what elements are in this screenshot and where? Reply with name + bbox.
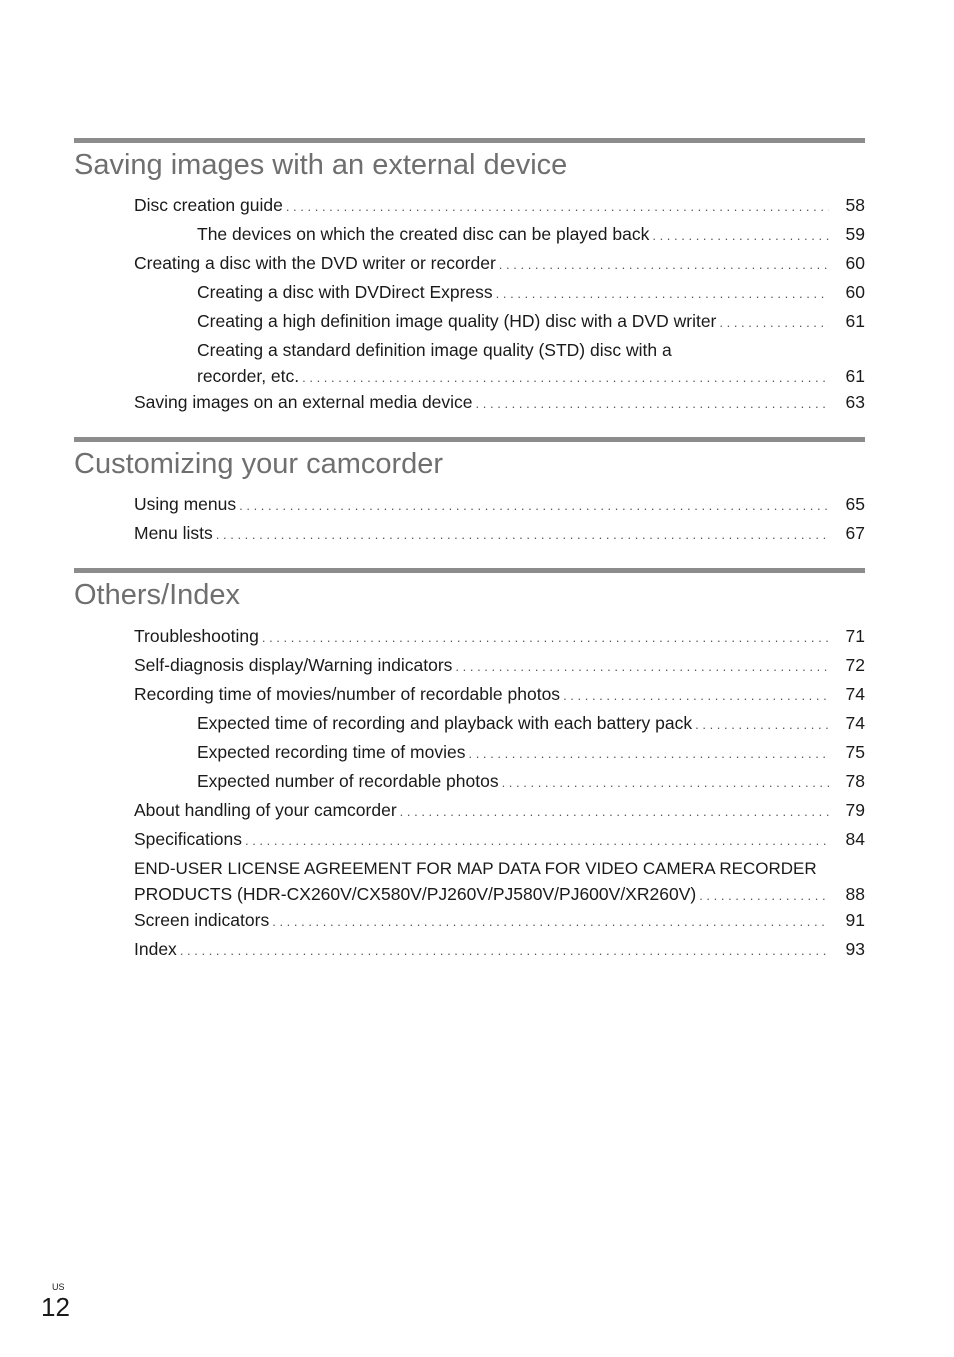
dot-leader bbox=[216, 520, 829, 549]
toc-page-number: 74 bbox=[845, 684, 865, 704]
dot-leader bbox=[476, 389, 829, 418]
toc-page-number: 59 bbox=[845, 224, 865, 244]
toc-entry[interactable] bbox=[134, 906, 865, 935]
dot-leader bbox=[272, 907, 829, 936]
toc-entry-label: About handling of your camcorder bbox=[134, 800, 397, 820]
toc-entry-label: Saving images on an external media device bbox=[134, 392, 473, 412]
toc-entry-label: Screen indicators bbox=[134, 910, 270, 930]
toc-entry-label-line2: PRODUCTS (HDR-CX260V/CX580V/PJ260V/PJ580V/PJ600V/XR260V) bbox=[134, 884, 697, 904]
toc-entry[interactable] bbox=[134, 249, 865, 278]
toc-page-number: 71 bbox=[845, 626, 865, 646]
toc-entry[interactable] bbox=[134, 622, 865, 651]
toc-list bbox=[74, 490, 865, 548]
toc-entry[interactable] bbox=[134, 490, 865, 519]
toc-entry-label: Menu lists bbox=[134, 523, 213, 543]
toc-entry[interactable] bbox=[197, 738, 865, 767]
toc-page-number: 74 bbox=[845, 713, 865, 733]
dot-leader bbox=[719, 308, 829, 337]
footer-page-number: 12 bbox=[41, 1292, 70, 1322]
dot-leader bbox=[695, 710, 829, 739]
dot-leader bbox=[699, 884, 829, 907]
toc-entry-label: Self-diagnosis display/Warning indicators bbox=[134, 655, 453, 675]
toc-page-number: 65 bbox=[845, 494, 865, 514]
toc-page-number: 75 bbox=[845, 742, 865, 762]
toc-entry-label: Creating a high definition image quality (HD) disc with a DVD writer bbox=[197, 311, 717, 331]
dot-leader bbox=[468, 739, 829, 768]
toc-entry-label-line2: recorder, etc. bbox=[197, 366, 300, 386]
toc-entry-label-line1: Creating a standard definition image quality (STD) disc with a bbox=[197, 340, 672, 360]
toc-page-number: 88 bbox=[845, 884, 865, 904]
toc-page-number: 61 bbox=[845, 366, 865, 386]
page-footer bbox=[41, 1282, 70, 1322]
toc-list bbox=[74, 191, 865, 417]
dot-leader bbox=[563, 681, 829, 710]
toc-page-number: 67 bbox=[845, 523, 865, 543]
toc-list bbox=[74, 622, 865, 964]
toc-entry-label: Disc creation guide bbox=[134, 195, 283, 215]
toc-entry[interactable] bbox=[134, 519, 865, 548]
toc-page-number: 84 bbox=[845, 829, 865, 849]
dot-leader bbox=[180, 936, 829, 965]
toc-entry-label: Index bbox=[134, 939, 177, 959]
toc-entry-label: Expected recording time of movies bbox=[197, 742, 466, 762]
section-title: Others/Index bbox=[74, 579, 241, 611]
toc-entry-label: Creating a disc with the DVD writer or recorder bbox=[134, 253, 496, 273]
toc-entry[interactable] bbox=[134, 935, 865, 964]
toc-entry-label: Troubleshooting bbox=[134, 626, 259, 646]
toc-page-number: 60 bbox=[845, 282, 865, 302]
toc-entry-label: Expected number of recordable photos bbox=[197, 771, 499, 791]
toc-entry-label: Creating a disc with DVDirect Express bbox=[197, 282, 493, 302]
toc-entry[interactable] bbox=[197, 767, 865, 796]
toc-entry-label: Expected time of recording and playback with each battery pack bbox=[197, 713, 693, 733]
dot-leader bbox=[262, 623, 829, 652]
toc-entry-label-line1: END-USER LICENSE AGREEMENT FOR MAP DATA FOR VIDEO CAMERA RECORDER bbox=[134, 859, 817, 878]
toc-page-number: 72 bbox=[845, 655, 865, 675]
toc-entry-label: The devices on which the created disc can be played back bbox=[197, 224, 650, 244]
dot-leader bbox=[499, 250, 829, 279]
dot-leader bbox=[502, 768, 829, 797]
toc-entry[interactable] bbox=[134, 651, 865, 680]
toc-entry-label: Recording time of movies/number of recordable photos bbox=[134, 684, 561, 704]
toc-entry[interactable] bbox=[197, 336, 865, 388]
toc-page-number: 78 bbox=[845, 771, 865, 791]
footer-region-code: US bbox=[52, 1282, 65, 1292]
dot-leader bbox=[245, 826, 829, 855]
toc-entry[interactable] bbox=[134, 680, 865, 709]
toc-entry[interactable] bbox=[134, 191, 865, 220]
toc-page-number: 63 bbox=[845, 392, 865, 412]
toc-page-number: 61 bbox=[845, 311, 865, 331]
dot-leader bbox=[302, 366, 829, 389]
toc-page-number: 60 bbox=[845, 253, 865, 273]
toc-entry[interactable] bbox=[197, 278, 865, 307]
toc-entry-label: Using menus bbox=[134, 494, 237, 514]
toc-page-number: 93 bbox=[845, 939, 865, 959]
dot-leader bbox=[496, 279, 829, 308]
dot-leader bbox=[455, 652, 829, 681]
toc-page-number: 79 bbox=[845, 800, 865, 820]
toc-entry[interactable] bbox=[134, 796, 865, 825]
section-title: Customizing your camcorder bbox=[74, 448, 444, 480]
dot-leader bbox=[652, 221, 829, 250]
section-others-index bbox=[74, 568, 865, 964]
toc-entry[interactable] bbox=[134, 388, 865, 417]
dot-leader bbox=[286, 192, 829, 221]
toc-entry[interactable] bbox=[134, 854, 865, 906]
dot-leader bbox=[400, 797, 829, 826]
toc-entry-label: Specifications bbox=[134, 829, 242, 849]
toc-entry[interactable] bbox=[197, 220, 865, 249]
dot-leader bbox=[239, 491, 829, 520]
section-saving-images bbox=[74, 138, 865, 417]
section-customizing bbox=[74, 437, 865, 548]
toc-entry[interactable] bbox=[197, 709, 865, 738]
toc-entry[interactable] bbox=[197, 307, 865, 336]
toc-page-number: 58 bbox=[845, 195, 865, 215]
section-title: Saving images with an external device bbox=[74, 149, 568, 181]
toc-page-number: 91 bbox=[845, 910, 865, 930]
toc-entry[interactable] bbox=[134, 825, 865, 854]
